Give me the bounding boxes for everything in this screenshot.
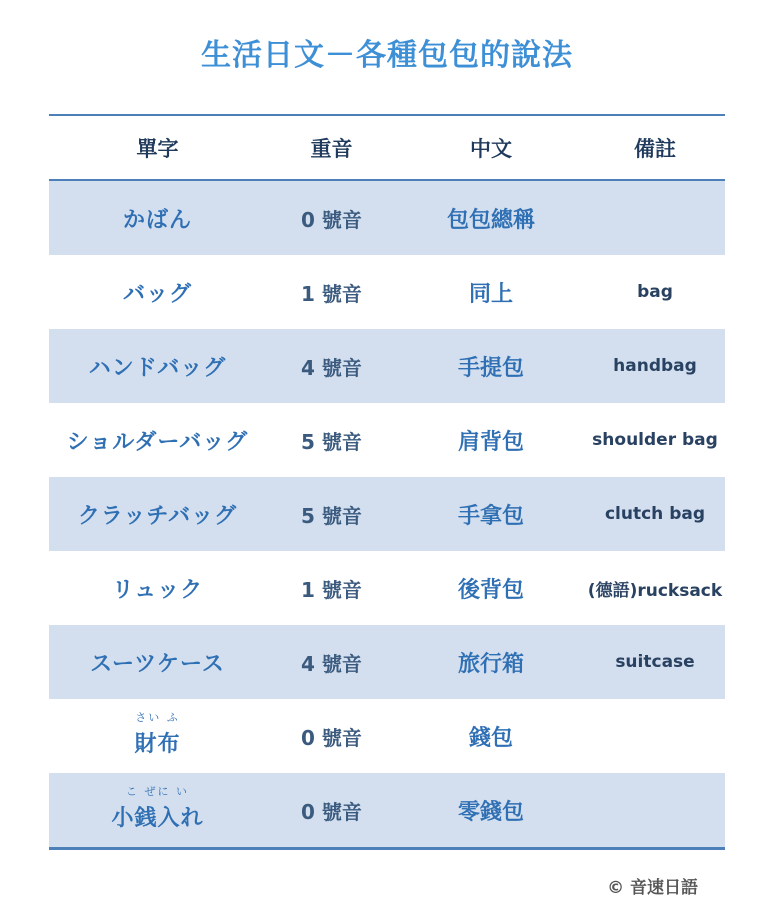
kanji-word: 財布: [134, 731, 181, 757]
note-cell: clutch bag: [604, 504, 706, 524]
accent-cell: 0 號音: [301, 799, 362, 824]
meaning-cell: 零錢包: [457, 799, 524, 825]
ruby-word: [111, 784, 204, 832]
meaning-cell: 包包總稱: [446, 207, 535, 233]
table-row: [49, 403, 725, 477]
note-cell: (德語)rucksack: [587, 580, 723, 601]
accent-cell: 1 號音: [301, 281, 362, 306]
note-cell: handbag: [613, 356, 697, 376]
table-row: [49, 773, 725, 847]
table-row: [49, 551, 725, 625]
page-title: 生活日文－各種包包的說法: [201, 38, 573, 73]
note-cell: shoulder bag: [592, 430, 718, 450]
word-cell: リュック: [111, 577, 204, 603]
kanji-word: 小銭入れ: [111, 805, 204, 831]
note-cell: suitcase: [615, 652, 695, 672]
meaning-cell: 手提包: [457, 355, 524, 381]
meaning-cell: 錢包: [468, 725, 513, 751]
meaning-cell: 旅行箱: [457, 651, 524, 677]
header-chinese: 中文: [470, 136, 512, 161]
table-row: [49, 329, 725, 403]
note-cell: bag: [637, 282, 673, 302]
table-row: [49, 255, 725, 329]
word-cell: ショルダーバッグ: [66, 429, 249, 455]
vocab-table: [49, 114, 725, 850]
meaning-cell: 手拿包: [457, 503, 524, 529]
word-cell: バッグ: [122, 281, 192, 307]
word-cell: クラッチバッグ: [77, 503, 238, 529]
word-cell: スーツケース: [90, 651, 225, 677]
header-note: 備註: [634, 136, 676, 161]
copyright-footer: © 音速日語: [607, 878, 698, 898]
accent-cell: 0 號音: [301, 725, 362, 750]
table-row: [49, 181, 725, 255]
table-row: [49, 625, 725, 699]
header-accent: 重音: [310, 136, 353, 161]
accent-cell: 5 號音: [301, 503, 362, 528]
meaning-cell: 肩背包: [457, 429, 524, 455]
word-cell: [49, 710, 266, 758]
table-row: [49, 699, 725, 773]
word-cell: かばん: [122, 207, 192, 233]
furigana: こ ぜに い: [125, 784, 189, 798]
accent-cell: 4 號音: [301, 355, 362, 380]
accent-cell: 0 號音: [301, 207, 362, 232]
meaning-cell: 後背包: [457, 577, 524, 603]
table-header-row: [49, 116, 725, 181]
accent-cell: 4 號音: [301, 651, 362, 676]
word-cell: ハンドバッグ: [88, 355, 227, 381]
meaning-cell: 同上: [468, 281, 513, 307]
table-row: [49, 477, 725, 551]
word-cell: [49, 784, 266, 832]
furigana: さい ふ: [135, 710, 180, 724]
ruby-word: [134, 710, 181, 758]
header-word: 單字: [136, 136, 179, 161]
accent-cell: 1 號音: [301, 577, 362, 602]
accent-cell: 5 號音: [301, 429, 362, 454]
